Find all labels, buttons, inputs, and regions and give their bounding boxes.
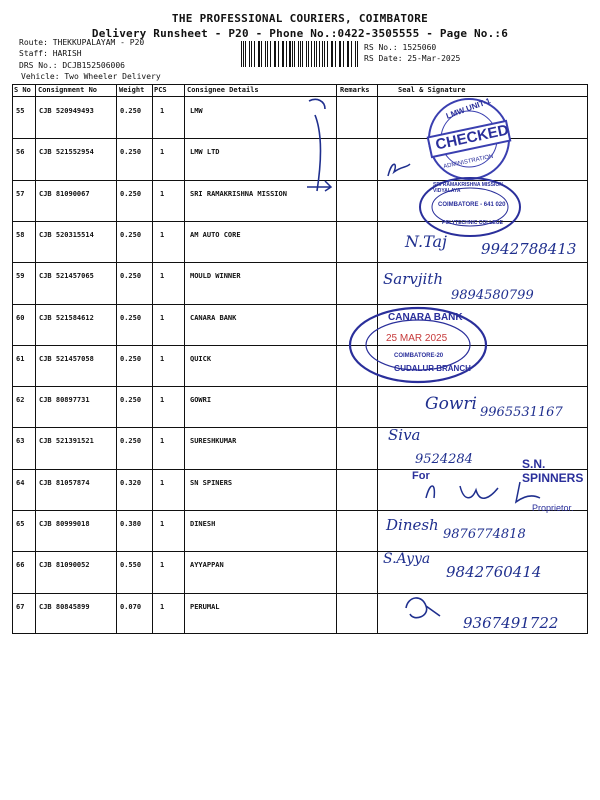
runsheet-subtitle: Delivery Runsheet - P20 - Phone No.:0422-3505555 - Page No.:6 [91,27,509,40]
cell-pcs: 1 [160,437,165,446]
cell-weight: 0.250 [120,148,142,157]
cell-sno: 65 [16,520,25,528]
cell-consignment: CJB 521457058 [39,354,94,363]
col-header-seal: Seal & Signature [398,86,466,94]
cell-consignment: CJB 80845899 [39,602,90,611]
cell-pcs: 1 [160,478,165,487]
cell-sno: 56 [16,148,25,157]
arrow-mark [305,175,335,195]
cell-weight: 0.250 [120,437,142,446]
cell-weight: 0.250 [120,354,142,363]
cell-consignment: CJB 80999018 [39,520,90,528]
cell-sno: 57 [16,189,25,198]
cell-pcs: 1 [160,561,165,570]
cell-consignee: GOWRI [190,396,212,405]
cell-consignee: CANARA BANK [190,313,237,322]
phone-row-63: 9524284 [415,452,473,467]
drs-number: DRS No.: DCJB152506006 [19,61,125,70]
signature-row-56 [384,158,414,182]
cell-weight: 0.250 [120,230,142,239]
cell-pcs: 1 [160,148,165,157]
sn-spinners-stamp-title: S.N. SPINNERS [522,457,584,485]
cell-weight: 0.250 [120,396,142,405]
cell-sno: 66 [16,561,25,570]
cell-pcs: 1 [160,189,165,198]
cell-weight: 0.380 [120,520,142,528]
vehicle-label: Vehicle: Two Wheeler Delivery [21,72,161,81]
cell-consignee: SURESHKUMAR [190,437,237,446]
cell-consignee: MOULD WINNER [190,272,241,281]
cell-consignee: LMW LTD [190,148,220,157]
cell-consignee: SN SPINERS [190,478,233,487]
cell-pcs: 1 [160,107,165,115]
sn-spinners-proprietor: Proprietor. [532,503,574,513]
signature-row-66: S.Ayya [383,551,431,567]
phone-row-66: 9842760414 [446,563,542,581]
courier-company-title: THE PROFESSIONAL COURIERS, COIMBATORE [171,12,429,25]
rs-date: RS Date: 25-Mar-2025 [364,54,461,63]
col-header-consignee: Consignee Details [187,86,259,94]
cell-sno: 62 [16,396,25,405]
phone-row-58: 9942788413 [481,240,577,258]
cell-consignee: QUICK [190,354,212,363]
cell-weight: 0.070 [120,602,142,611]
signature-row-59: Sarvjith [383,270,443,288]
cell-sno: 67 [16,602,25,611]
phone-row-59: 9894580799 [451,288,534,303]
cell-weight: 0.250 [120,107,142,115]
cell-consignment: CJB 521552954 [39,148,94,157]
signature-row-63: Siva [388,426,421,444]
lmw-checked-stamp [423,95,515,183]
cell-sno: 59 [16,272,25,281]
canara-bank-text: CANARA BANK [388,312,463,323]
col-header-remarks: Remarks [340,86,370,94]
cell-pcs: 1 [160,602,165,611]
ramakrishna-mission-stamp [418,176,522,238]
phone-row-65: 9876774818 [443,527,526,542]
rs-number: RS No.: 1525060 [364,43,437,52]
cell-sno: 55 [16,107,25,115]
col-header-sno: S No [14,86,31,94]
cell-consignee: PERUMAL [190,602,220,611]
cell-sno: 61 [16,354,25,363]
cell-consignment: CJB 520315514 [39,230,94,239]
rkm-college-text: POLYTECHNIC COLLEGE [442,220,503,226]
col-header-weight: Weight [119,86,145,94]
cell-pcs: 1 [160,272,165,281]
cell-consignee: SRI RAMAKRISHNA MISSION [190,189,287,198]
canara-branch-text: GUDALUR BRANCH [394,364,471,373]
canara-bank-stamp [348,306,488,384]
checked-text: CHECKED [434,121,511,154]
canara-date-text: 25 MAR 2025 [386,333,448,344]
canara-city-text: COIMBATORE-20 [394,353,444,359]
signature-row-64 [420,478,550,506]
cell-pcs: 1 [160,520,165,528]
lmw-unit-text: LMW UNIT-1 [444,96,492,121]
signature-row-65: Dinesh [386,516,439,534]
cell-consignment: CJB 80897731 [39,396,90,405]
cell-consignment: CJB 521457065 [39,272,94,281]
cell-consignment: CJB 520949493 [39,107,94,115]
col-header-pcs: PCS [154,86,167,94]
cell-consignment: CJB 521391521 [39,437,94,446]
cell-consignment: CJB 81090052 [39,561,90,570]
cell-consignee: AM AUTO CORE [190,230,241,239]
sn-spinners-for: For [412,470,430,482]
cell-sno: 64 [16,478,25,487]
staff-label: Staff: HARISH [19,49,82,58]
cell-consignee: LMW [190,107,203,115]
cell-weight: 0.250 [120,272,142,281]
rkm-arc-text: SRI RAMAKRISHNA MISSION VIDYALAYA [433,182,503,194]
cell-sno: 60 [16,313,25,322]
route-label: Route: THEKKUPALAYAM - P20 [19,38,145,47]
cell-pcs: 1 [160,396,165,405]
cell-weight: 0.250 [120,189,142,198]
phone-row-67: 9367491722 [463,614,559,632]
cell-weight: 0.320 [120,478,142,487]
cell-pcs: 1 [160,230,165,239]
cell-pcs: 1 [160,313,165,322]
cell-consignee: AYYAPPAN [190,561,224,570]
cell-consignment: CJB 521584612 [39,313,94,322]
cell-weight: 0.550 [120,561,142,570]
signature-row-62: Gowri [425,394,477,414]
col-header-consignment: Consignment No [38,86,98,94]
cell-pcs: 1 [160,354,165,363]
cell-consignee: DINESH [190,520,216,528]
phone-row-62: 9965531167 [480,405,563,420]
rkm-city-text: COIMBATORE - 641 020 [438,202,506,208]
cell-sno: 63 [16,437,25,446]
signature-row-58: N.Taj [405,232,447,251]
cell-consignment: CJB 81057874 [39,478,90,487]
lmw-admin-text: ADMINISTRATION [442,153,494,171]
cell-weight: 0.250 [120,313,142,322]
signature-row-67 [402,592,444,628]
cell-consignment: CJB 81090067 [39,189,90,198]
cell-sno: 58 [16,230,25,239]
